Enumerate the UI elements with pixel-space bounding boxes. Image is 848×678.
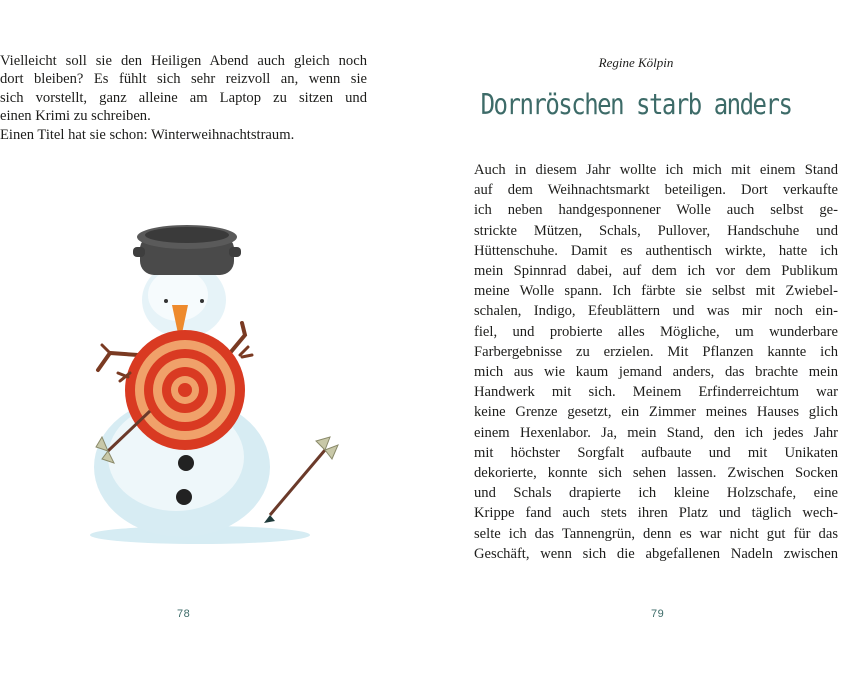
- text-line: und Schals drapierte ich kleine Holzschafe, eine: [474, 485, 838, 502]
- text-line: schalen, Indigo, Efeublättern und was mir noch ein-: [474, 303, 838, 320]
- text-line: sich vorstellt, ganz alleine am Laptop zu sitzen und: [0, 89, 367, 106]
- text-line: keine Grenze gesetzt, ein Zimmer meines Hauses glich: [474, 404, 838, 421]
- text-line: Hüttenschuhe. Damit es authentisch wirkte, hatte ich: [474, 242, 838, 259]
- text-line: einem Hexenlabor. Ja, mein Stand, den ich jedes Jahr: [474, 424, 838, 441]
- snowman-button: [178, 455, 194, 471]
- text-line: mit höchster Sorgfalt aufbaute und mit Unikaten: [474, 444, 838, 461]
- text-line: Geschäft, wenn sich die abgefallenen Nadeln zwischen: [474, 545, 838, 562]
- text-line: einen Krimi zu schreiben.: [0, 108, 151, 125]
- text-line: dekorierte, konnte sich sehen lassen. Zwischen Socken: [474, 465, 838, 482]
- text-line: Handwerk mit sich. Meinem Erfinderreichtum war: [474, 384, 838, 401]
- left-page-text: [0, 52, 367, 144]
- ground-arrow-icon: [264, 437, 338, 523]
- author-name: Regine Kölpin: [598, 55, 674, 70]
- text-line: mich aus wie kaum jemand anders, das brachte mein: [474, 364, 838, 381]
- snowman-button: [176, 489, 192, 505]
- left-paragraph-2: Einen Titel hat sie schon: Winterweihnachtstraum.: [0, 126, 295, 143]
- text-line: auf dem Weihnachtsmarkt beteiligen. Dort verkaufte: [474, 182, 838, 199]
- text-line: meine Wolle spann. Ich färbte sie selbst mit Zwiebel-: [474, 283, 838, 300]
- left-paragraph-1: [0, 52, 367, 126]
- target-icon: [125, 330, 245, 450]
- text-line: mein Spinnrad dabei, auf dem ich vor dem Publikum: [474, 263, 838, 280]
- pot-hat-icon: [133, 225, 241, 275]
- text-line: ich neben handgesponnener Wolle auch selbst ge-: [474, 202, 838, 219]
- text-line: strickte Mützen, Schals, Pullover, Handschuhe und: [474, 222, 838, 239]
- text-line: Krippe fand auch stets ihren Platz und täglich wech-: [474, 505, 838, 522]
- snowman-target-illustration: [80, 205, 340, 565]
- text-line: dort bleiben? Es fühlt sich sehr reizvoll an, wenn sie: [0, 71, 367, 88]
- text-line: Auch in diesem Jahr wollte ich mich mit einem Stand: [474, 162, 838, 178]
- page-number-left: 78: [177, 608, 191, 620]
- right-page-text: [474, 160, 838, 564]
- right-arm: [230, 323, 245, 353]
- text-line: Vielleicht soll sie den Heiligen Abend auch gleich noch: [0, 53, 367, 69]
- text-line: selte ich das Tannengrün, denn es war nicht gut für das: [474, 525, 838, 542]
- page-number-right: 79: [651, 608, 665, 620]
- text-line: fiel, und probierte alles Mögliche, um wunderbare: [474, 323, 838, 340]
- text-line: Farbergebnisse zu erzielen. Mit Pflanzen kannte ich: [474, 343, 838, 360]
- story-title: Dornröschen starb anders: [480, 88, 792, 122]
- right-page: [424, 0, 848, 678]
